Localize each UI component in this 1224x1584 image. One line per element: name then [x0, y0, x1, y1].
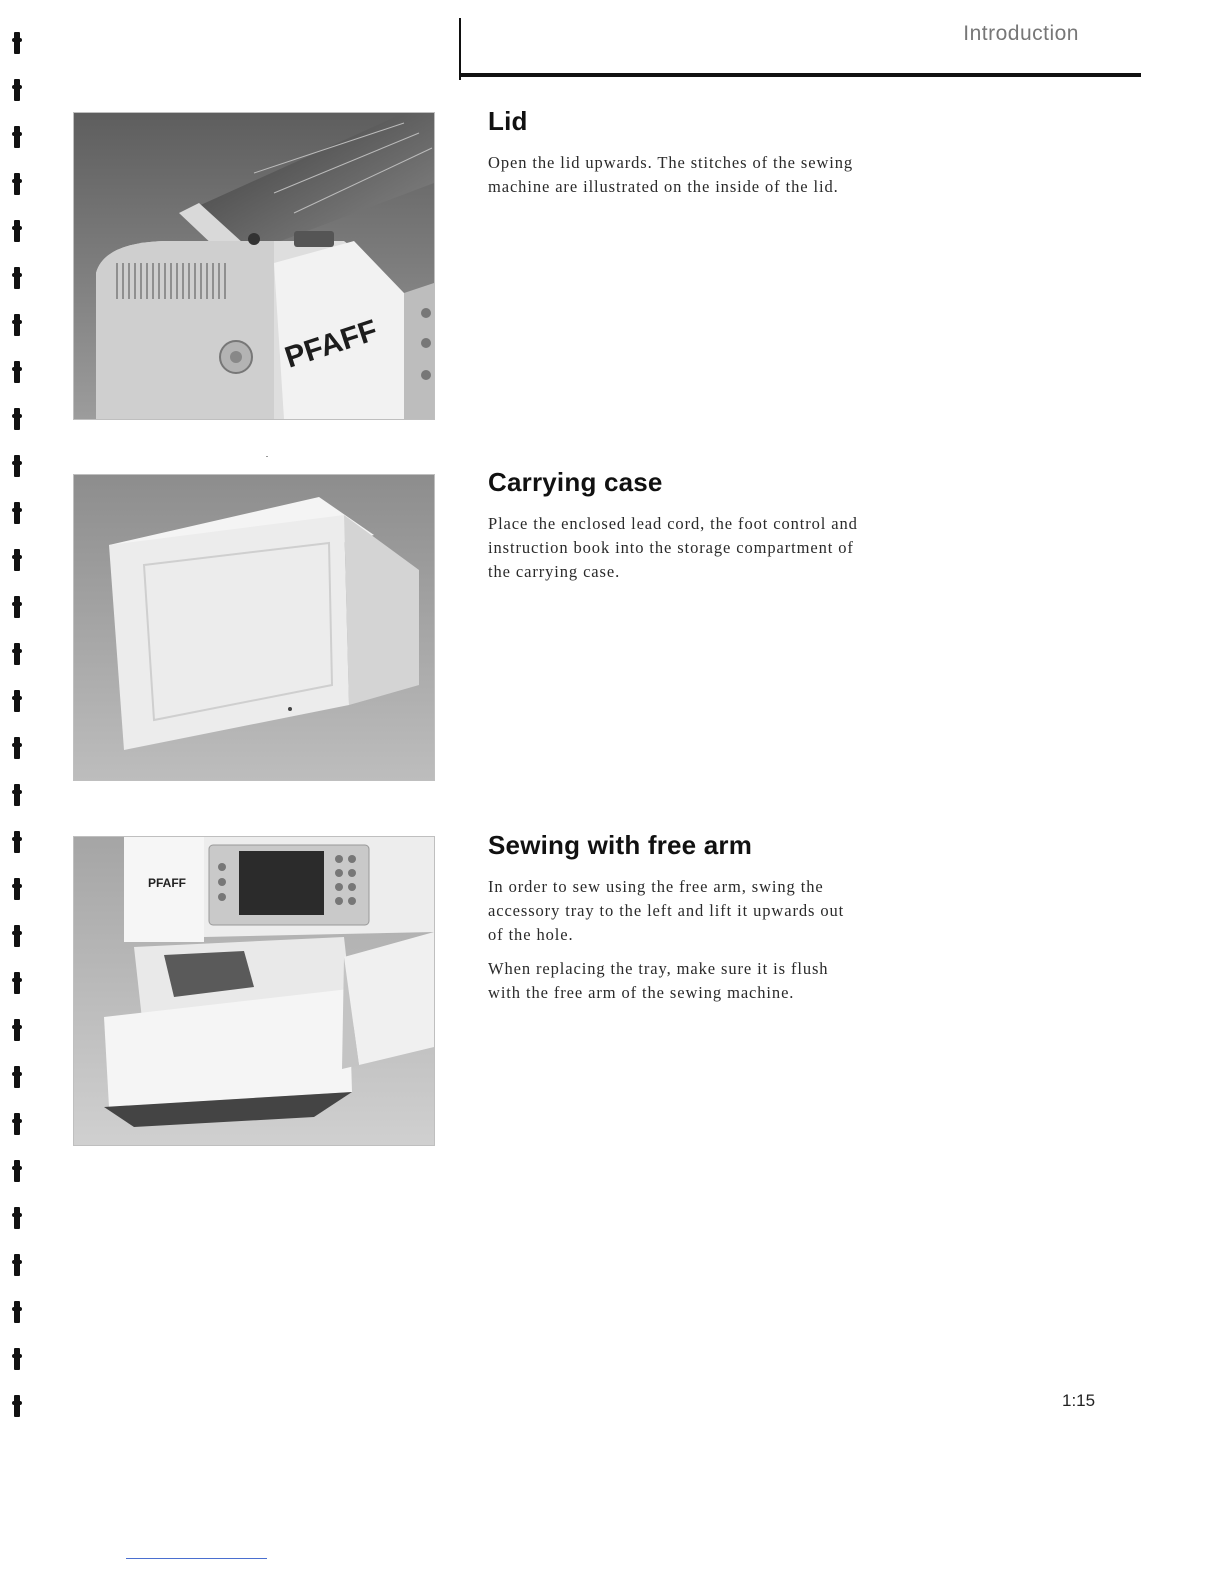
- binding-ring: [12, 1113, 22, 1135]
- binding-ring: [12, 737, 22, 759]
- scan-speck: [266, 456, 268, 457]
- free-arm-photo: [73, 836, 435, 1146]
- binding-ring: [12, 596, 22, 618]
- binding-ring: [12, 1301, 22, 1323]
- lid-section: [488, 106, 858, 209]
- carrying-case-section: [488, 467, 858, 594]
- lid-heading: Lid: [488, 106, 528, 136]
- binding-ring: [12, 549, 22, 571]
- binding-ring: [12, 972, 22, 994]
- binding-ring: [12, 361, 22, 383]
- lid-paragraph: Open the lid upwards. The stitches of the sewing machine are illustrated on the inside of the lid.: [488, 153, 854, 196]
- footer-rule: [126, 1558, 267, 1559]
- page-number: 1:15: [1062, 1391, 1096, 1410]
- chapter-title: Introduction: [963, 22, 1079, 45]
- header-horizontal-rule: [459, 73, 1141, 77]
- binding-ring: [12, 314, 22, 336]
- binding-ring: [12, 1348, 22, 1370]
- binding-ring: [12, 32, 22, 54]
- free-arm-section: [488, 830, 858, 1015]
- free-arm-paragraph-2: When replacing the tray, make sure it is flush with the free arm of the sewing machine.: [488, 959, 829, 1002]
- binding-ring: [12, 1066, 22, 1088]
- binding-ring: [12, 408, 22, 430]
- binding-ring: [12, 79, 22, 101]
- header-vertical-rule: [459, 18, 461, 80]
- free-arm-paragraph-1: In order to sew using the free arm, swing the accessory tray to the left and lift it upwards out of the hole.: [488, 877, 845, 944]
- binding-ring: [12, 502, 22, 524]
- binding-ring: [12, 1395, 22, 1417]
- carrying-case-paragraph: Place the enclosed lead cord, the foot control and instruction book into the storage compartment of the carrying case.: [488, 514, 858, 581]
- binding-ring: [12, 455, 22, 477]
- free-arm-heading: Sewing with free arm: [488, 830, 753, 860]
- binding-ring: [12, 1160, 22, 1182]
- binding-ring: [12, 267, 22, 289]
- binding-ring: [12, 831, 22, 853]
- lid-photo: [73, 112, 435, 420]
- binding-ring: [12, 126, 22, 148]
- binding-ring: [12, 173, 22, 195]
- binding-ring: [12, 878, 22, 900]
- binding-ring: [12, 220, 22, 242]
- binding-ring: [12, 643, 22, 665]
- binding-ring: [12, 925, 22, 947]
- svg-text:PFAFF: PFAFF: [148, 876, 186, 890]
- binding-ring: [12, 1254, 22, 1276]
- carrying-case-heading: Carrying case: [488, 467, 663, 497]
- svg-text:PFAFF: PFAFF: [280, 313, 382, 375]
- binding-ring: [12, 1207, 22, 1229]
- carrying-case-photo: [73, 474, 435, 781]
- binding-ring: [12, 1019, 22, 1041]
- binding-ring: [12, 690, 22, 712]
- spiral-binding: [12, 0, 28, 1584]
- binding-ring: [12, 784, 22, 806]
